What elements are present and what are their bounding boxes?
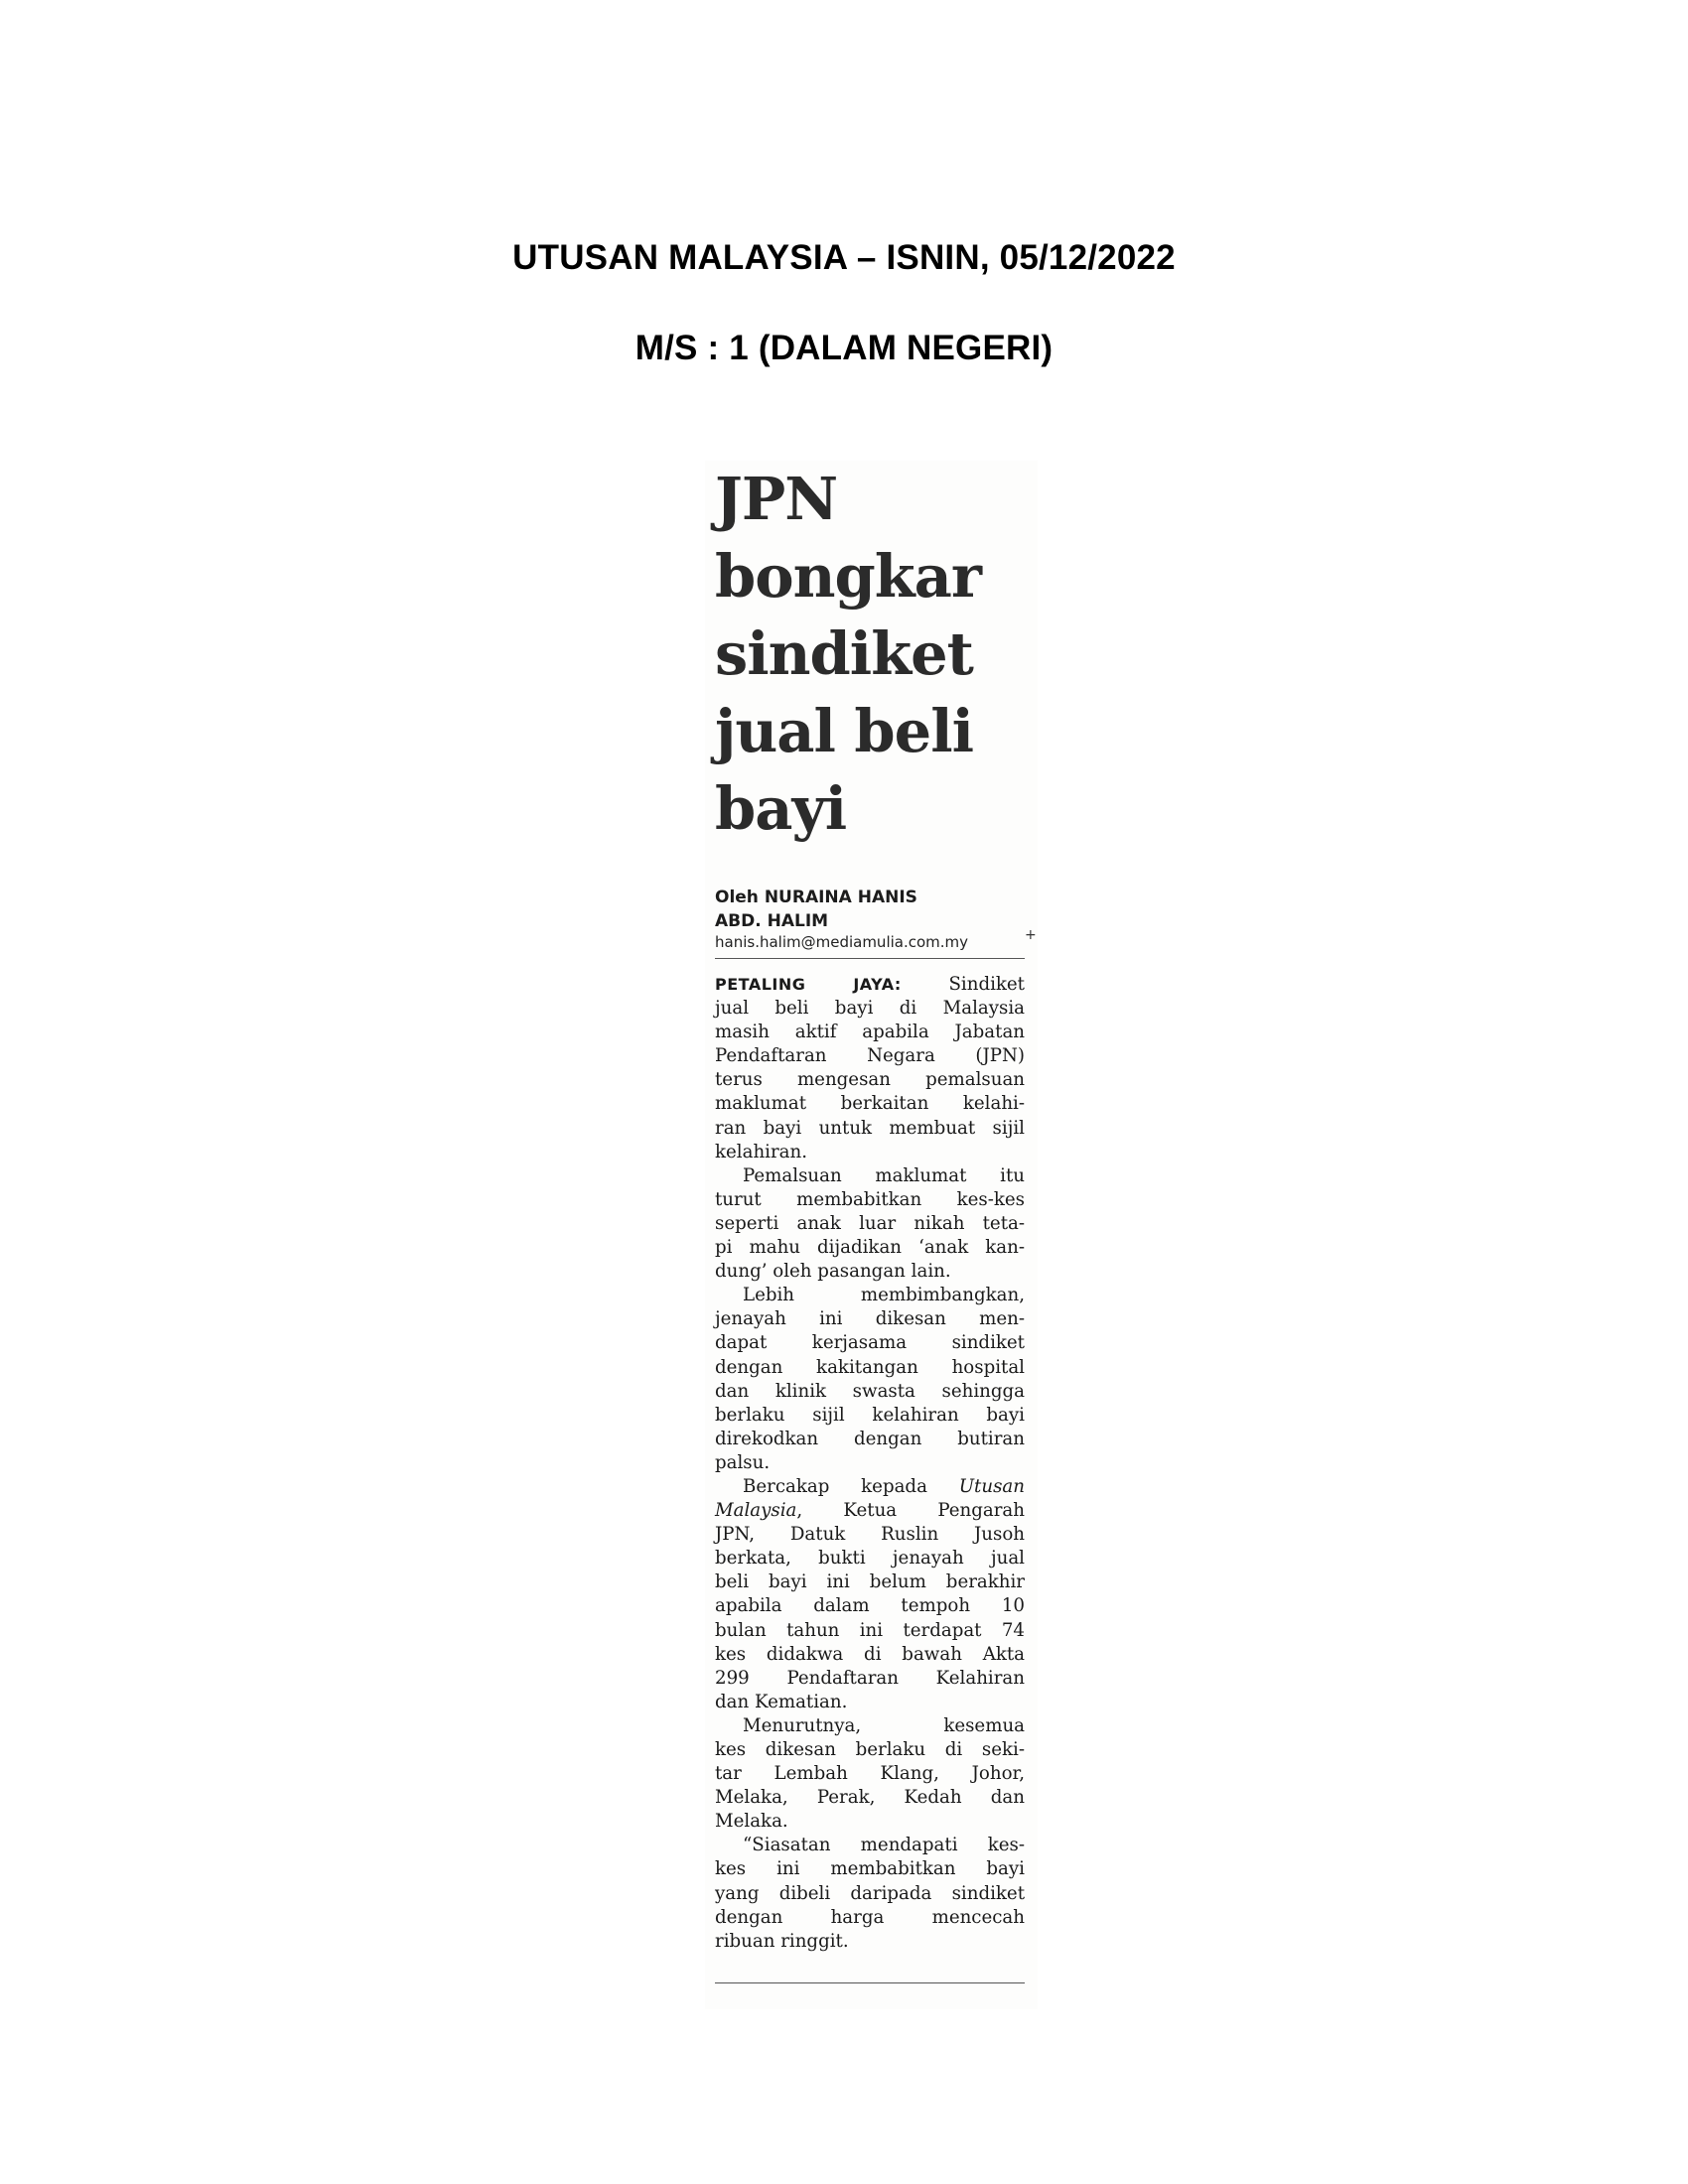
body-line: dengan kakitangan hospital: [715, 1356, 1025, 1378]
body-line: ribuan ringgit.: [715, 1930, 849, 1952]
body-line: Lebih membimbangkan,: [743, 1285, 1025, 1306]
body-line: berkata, bukti jenayah jual: [715, 1548, 1025, 1570]
body-line: direkodkan dengan butiran: [715, 1428, 1025, 1449]
body-line: maklumat berkaitan kelahi-: [715, 1093, 1025, 1115]
body-line: Pendaftaran Negara (JPN): [715, 1045, 1025, 1067]
article-byline: [715, 886, 1033, 933]
body-line: dapat kerjasama sindiket: [715, 1332, 1025, 1354]
body-line: beli bayi ini belum berakhir: [715, 1571, 1025, 1593]
body-line-text: Sindiket: [948, 974, 1025, 995]
body-line: kelahiran.: [715, 1141, 808, 1162]
body-line: jual beli bayi di Malaysia: [715, 998, 1025, 1020]
body-line: [715, 1475, 1025, 1499]
body-line: jenayah ini dikesan men-: [715, 1308, 1025, 1330]
document-header-page: M/S : 1 (DALAM NEGERI): [634, 329, 1054, 367]
newspaper-clipping: [705, 461, 1038, 2009]
body-line: [715, 1499, 1025, 1523]
body-line: Pemalsuan maklumat itu: [743, 1164, 1025, 1186]
body-line: pi mahu dijadikan ‘anak kan-: [715, 1237, 1025, 1259]
body-line: Menurutnya, kesemua: [743, 1714, 1025, 1736]
publication-name: Malaysia: [715, 1500, 797, 1522]
divider-top: [715, 958, 1025, 959]
body-line: berlaku sijil kelahiran bayi: [715, 1404, 1025, 1426]
dateline: PETALING JAYA:: [715, 975, 902, 994]
body-line: JPN, Datuk Ruslin Jusoh: [715, 1524, 1025, 1546]
body-line: palsu.: [715, 1451, 771, 1473]
body-line: dan klinik swasta sehingga: [715, 1380, 1025, 1402]
body-line: apabila dalam tempoh 10: [715, 1595, 1025, 1617]
headline-line: bongkar: [715, 542, 981, 611]
article-body: [715, 973, 1025, 1954]
body-line: turut membabitkan kes-kes: [715, 1188, 1025, 1210]
document-header-publication: UTUSAN MALAYSIA – ISNIN, 05/12/2022: [512, 238, 1176, 277]
body-line: masih aktif apabila Jabatan: [715, 1022, 1025, 1043]
author-email: hanis.halim@mediamulia.com.my: [715, 933, 969, 951]
byline-line: ABD. HALIM: [715, 911, 829, 931]
body-line: bulan tahun ini terdapat 74: [715, 1619, 1025, 1641]
publication-name: Utusan: [958, 1475, 1025, 1497]
body-line-text: , Ketua Pengarah: [796, 1500, 1025, 1522]
body-line-text: Bercakap kepada: [743, 1475, 927, 1497]
body-line: seperti anak luar nikah teta-: [715, 1212, 1025, 1234]
body-line: “Siasatan mendapati kes-: [743, 1835, 1025, 1856]
body-line: Melaka, Perak, Kedah dan: [715, 1787, 1025, 1809]
body-line: yang dibeli daripada sindiket: [715, 1882, 1025, 1904]
headline-line: JPN: [715, 465, 838, 533]
body-line: ran bayi untuk membuat sijil: [715, 1117, 1025, 1139]
body-line: 299 Pendaftaran Kelahiran: [715, 1667, 1025, 1689]
headline-line: bayi: [715, 774, 847, 843]
body-line: tar Lembah Klang, Johor,: [715, 1763, 1025, 1785]
body-line: kes dikesan berlaku di seki-: [715, 1739, 1025, 1760]
byline-line: Oleh NURAINA HANIS: [715, 887, 917, 907]
body-line: kes didakwa di bawah Akta: [715, 1643, 1025, 1665]
headline-line: sindiket: [715, 619, 973, 688]
body-line: dung’ oleh pasangan lain.: [715, 1261, 951, 1283]
body-line: dan Kematian.: [715, 1691, 848, 1712]
body-line: Melaka.: [715, 1811, 788, 1833]
body-line: [715, 973, 1025, 997]
body-line: kes ini membabitkan bayi: [715, 1858, 1025, 1880]
body-line: dengan harga mencecah: [715, 1906, 1025, 1928]
headline-line: jual beli: [715, 697, 974, 765]
plus-mark: +: [1025, 927, 1037, 943]
article-headline: [715, 461, 1033, 848]
divider-bottom: [715, 1982, 1025, 1983]
body-line: terus mengesan pemalsuan: [715, 1069, 1025, 1091]
